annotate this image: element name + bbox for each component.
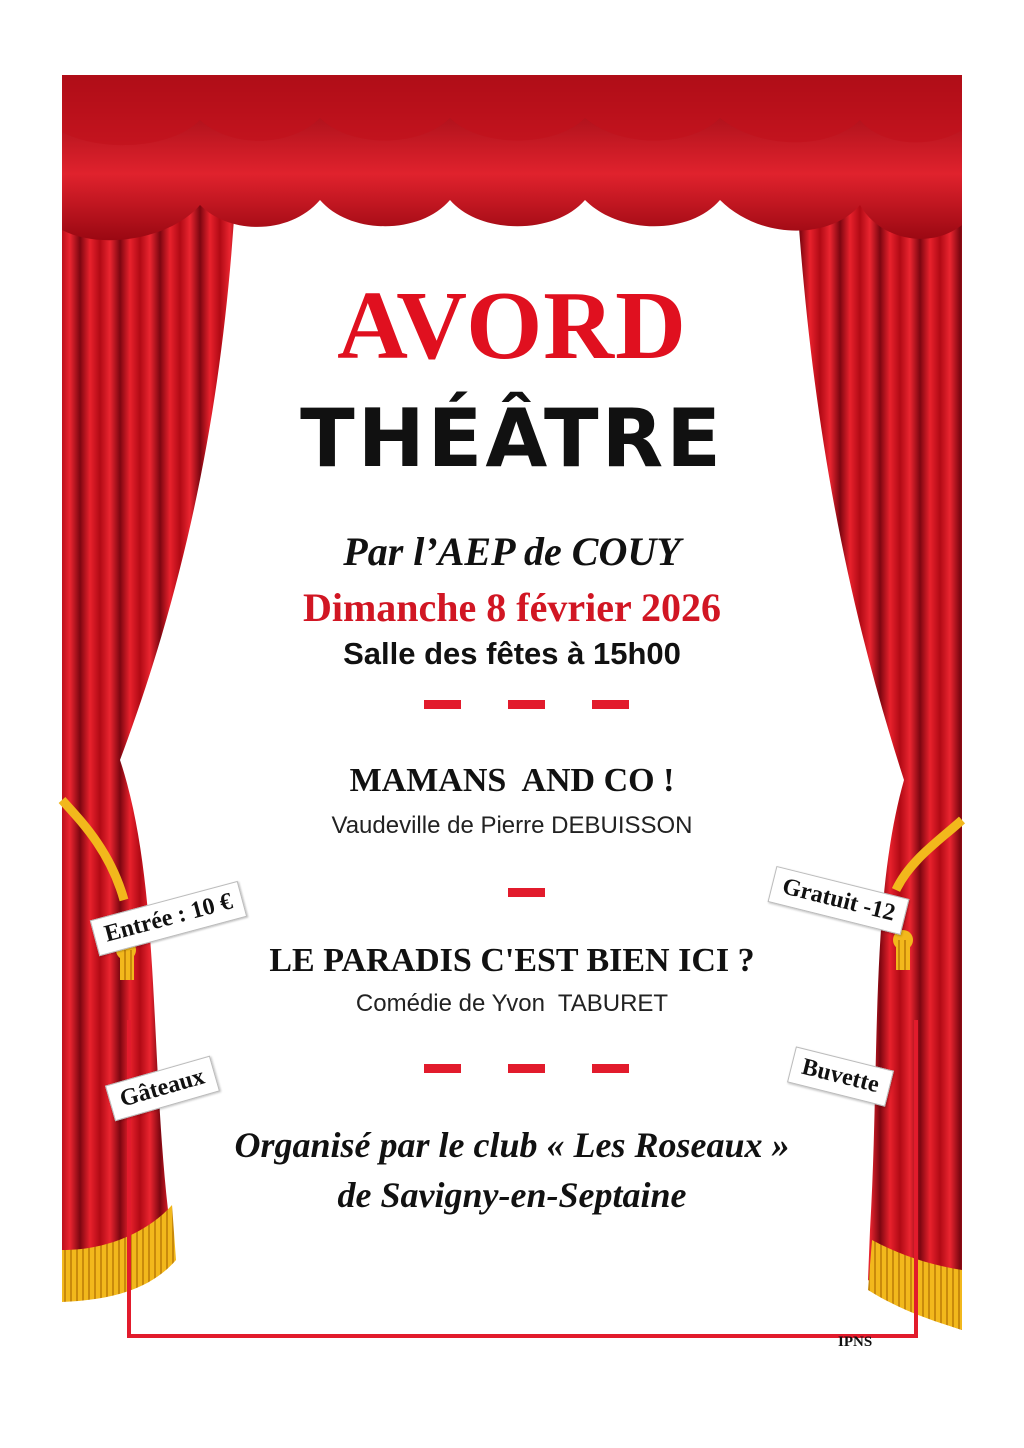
entry-price-tag: Entrée : 10 € <box>90 881 248 956</box>
organizer-line: Organisé par le club « Les Roseaux » <box>234 1125 790 1165</box>
divider-dash <box>508 700 545 709</box>
free-under-12-tag: Gratuit -12 <box>768 866 910 935</box>
divider-dash <box>424 1064 461 1073</box>
play-author: Vaudeville de Pierre DEBUISSON <box>331 812 693 839</box>
organizer-town: de Savigny-en-Septaine <box>337 1175 687 1215</box>
play-title: LE PARADIS C'EST BIEN ICI ? <box>269 942 755 979</box>
divider-dash <box>592 700 629 709</box>
organizer-troupe: Par l’AEP de COUY <box>343 529 681 574</box>
ipns-footer: IPNS <box>838 1334 873 1350</box>
play-title: MAMANS AND CO ! <box>349 762 675 799</box>
event-date: Dimanche 8 février 2026 <box>302 585 722 630</box>
city-title: AVORD <box>337 272 687 380</box>
event-venue: Salle des fêtes à 15h00 <box>343 636 681 671</box>
divider-dash <box>508 1064 545 1073</box>
cakes-tag: Gâteaux <box>105 1056 220 1122</box>
theatre-title: THÉÂTRE <box>300 392 724 485</box>
divider-dash <box>424 700 461 709</box>
divider-dash <box>592 1064 629 1073</box>
divider-dash <box>508 888 545 897</box>
play-author: Comédie de Yvon TABURET <box>355 990 669 1017</box>
bar-tag: Buvette <box>787 1046 894 1106</box>
